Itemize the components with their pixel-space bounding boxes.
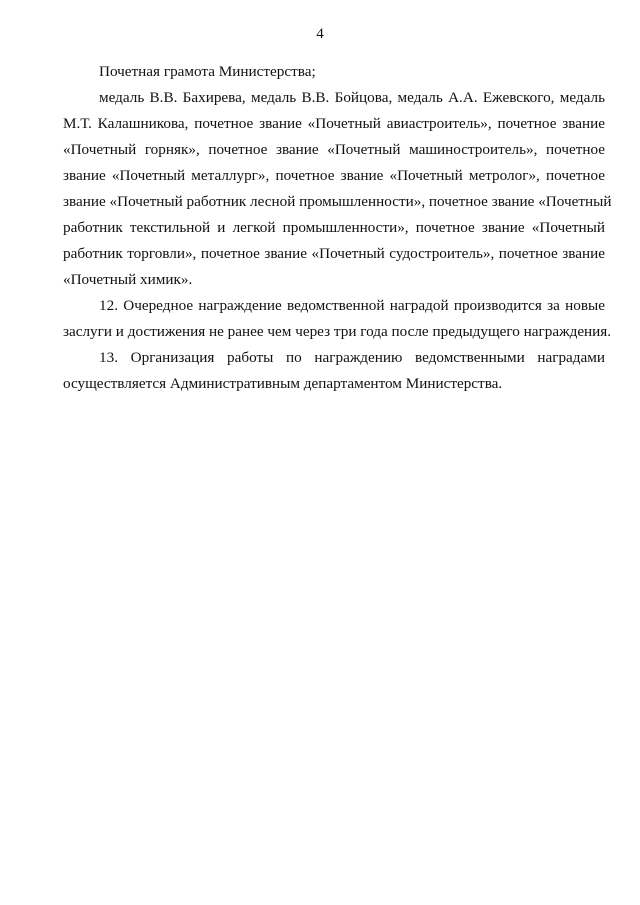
text-line: медаль В.В. Бахирева, медаль В.В. Бойцова, медаль А.А. Ежевского, медаль [99, 89, 605, 106]
paragraph-medals-titles [63, 85, 612, 293]
text-line: работник торговли», почетное звание «Почетный судостроитель», почетное звание [63, 245, 605, 262]
text-line: Почетная грамота Министерства; [99, 63, 316, 80]
paragraph-item-12 [63, 293, 612, 345]
text-line: М.Т. Калашникова, почетное звание «Почетный авиастроитель», почетное звание [63, 115, 605, 132]
text-line: осуществляется Административным департаментом Министерства. [63, 375, 503, 392]
document-body [63, 59, 612, 397]
paragraph-honorary-diploma [63, 59, 605, 85]
text-line: 13. Организация работы по награждению ведомственными наградами [99, 349, 605, 366]
text-line: 12. Очередное награждение ведомственной наградой производится за новые [99, 297, 605, 314]
text-line: «Почетный горняк», почетное звание «Почетный машиностроитель», почетное [63, 141, 605, 158]
text-line: звание «Почетный работник лесной промышленности», почетное звание «Почетный [63, 193, 612, 210]
text-line: работник текстильной и легкой промышленности», почетное звание «Почетный [63, 219, 605, 236]
text-line: «Почетный химик». [63, 271, 193, 288]
paragraph-item-13 [63, 345, 605, 397]
text-line: звание «Почетный металлург», почетное звание «Почетный метролог», почетное [63, 167, 605, 184]
page-number: 4 [316, 26, 324, 42]
text-line: заслуги и достижения не ранее чем через три года после предыдущего награждения. [63, 323, 612, 340]
